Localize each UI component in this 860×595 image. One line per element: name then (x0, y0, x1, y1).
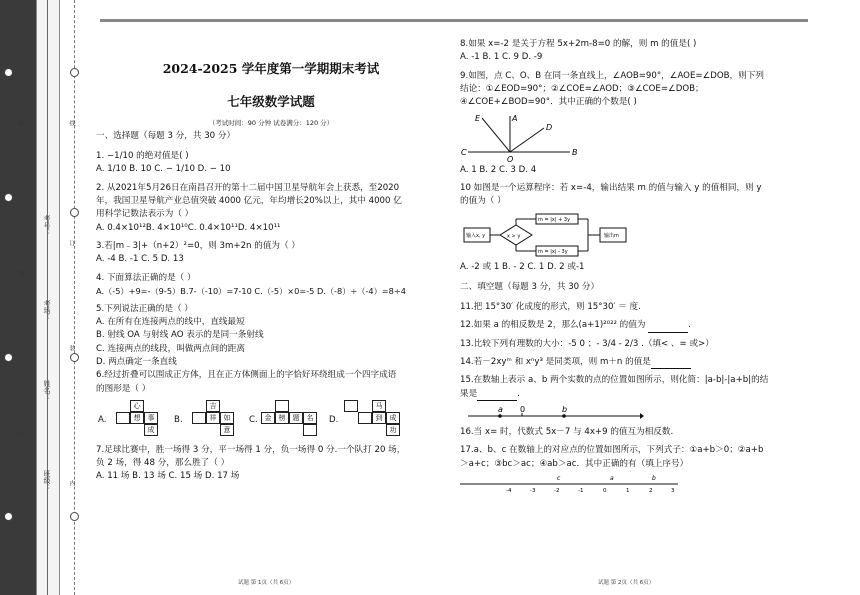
net-cell: 榜 (275, 412, 289, 424)
question-15-line-2: 果是 . (460, 388, 812, 401)
net-cell: 如 (220, 412, 234, 424)
ray-oe (482, 118, 510, 152)
line-mark: 外 (17, 120, 24, 126)
class-label: 班级： (43, 470, 51, 491)
net-cell: 金 (261, 412, 275, 424)
net-cell: 名 (303, 412, 317, 424)
exam-title: 2024-2025 学年度第一学期期末考试 (162, 61, 380, 76)
angle-figure (460, 112, 580, 164)
page-footer-left: 试题 第 1页（共 6页） (238, 580, 295, 586)
answer-blank[interactable] (477, 391, 517, 401)
number-line-17 (460, 473, 680, 493)
point-label-c: c (557, 474, 561, 482)
section-heading: 二、填空题（每题 3 分，共 30 分） (460, 281, 600, 292)
number-line-15 (464, 404, 644, 424)
net-cell: 想 (130, 412, 144, 424)
question-9: 9.如图，点 C、O、B 在同一条直线上，∠AOB=90°，∠AOE=∠DOB，则下列 (460, 70, 764, 81)
net-cell: 功 (386, 424, 400, 436)
net-cell: 吉 (206, 400, 220, 412)
question-5-option-d: D. 两点确定一条直线 (96, 356, 177, 367)
answer-blank[interactable] (648, 323, 688, 333)
question-17: 17.a、b、c 在数轴上的对应点的位置如图所示，下列式子：①a+b＞0；②a+b (460, 445, 764, 456)
question-14-text: 14.若－2xyᵐ 和 xⁿy³ 是同类项，则 m＋n 的值是 (460, 357, 651, 368)
line-mark: 装 (68, 345, 75, 351)
question-15-text: 果是 (460, 388, 478, 399)
question-3: 3.若|m﹣3|+（n+2）²=0，则 3m+2n 的值为（ ） (96, 241, 300, 251)
net-cell: 成 (386, 412, 400, 424)
number-label: 考号： (43, 215, 51, 236)
question-8-options: A. -1 B. 1 C. 9 D. -9 (460, 52, 543, 63)
question-16: 16.当 x= 时，代数式 5x－7 与 4x+9 的值互为相反数. (460, 427, 674, 437)
question-7-options: A. 11 场 B. 13 场 C. 15 场 D. 17 场 (96, 471, 240, 482)
net-cell: 成 (144, 424, 158, 436)
question-15: 15.在数轴上表示 a、b 两个实数的点的位置如图所示，则化简：|a-b|-|a+b|的结 (460, 375, 769, 386)
label-b: b (562, 405, 568, 414)
question-13: 13.比较下列有理数的大小：-5 0 ；- 3/4 - 2/3 .（填< 、= 或>） (460, 338, 714, 349)
tick-label: 3 (671, 487, 675, 493)
net-cell: 意 (220, 424, 234, 436)
answer-blank[interactable] (651, 359, 691, 369)
page-footer-right: 试题 第 2页（共 6页） (598, 580, 655, 586)
flow-top-text: m = |x| + 3y (538, 216, 571, 223)
right-page (460, 38, 812, 493)
exam-info: （考试时间：90 分钟 试卷满分：120 分） (208, 118, 334, 127)
question-5-option-b: B. 射线 OA 与射线 AO 表示的是同一条射线 (96, 330, 264, 341)
net-cell: 到 (372, 412, 386, 424)
question-2-options: A. 0.4×10¹²B. 4×10¹⁰C. 0.4×10¹¹D. 4×10¹¹ (96, 222, 281, 233)
line-mark: 内 (68, 480, 75, 486)
point-label-b: b (652, 474, 656, 482)
question-10-line-2: 的值为（ ） (460, 196, 506, 207)
question-8: 8.如果 x=-2 是关于方程 5x+2m-8=0 的解，则 m 的值是( ) (460, 39, 697, 49)
question-1-options: A. 1/10 B. 10 C. − 1/10 D. − 10 (96, 164, 231, 175)
label-b: B (572, 147, 578, 157)
section-heading: 一、选择题（每题 3 分，共 30 分） (96, 130, 236, 141)
question-2-line-3: 用科学记数法表示为（ ） (96, 209, 194, 220)
net-cell: 马 (372, 400, 386, 412)
punch-hole (70, 512, 79, 521)
question-1: 1. −1/10 的绝对值是( ) (96, 151, 189, 162)
punch-hole (4, 68, 13, 77)
question-7: 7.足球比赛中，胜一场得 3 分，平一场得 1 分，负一场得 0 分.一个队打 20 场， (96, 444, 406, 455)
question-9-options: A. 1 B. 2 C. 3 D. 4 (460, 164, 537, 175)
question-10-options: A. -2 或 1 B. - 2 C. 1 D. 2 或-1 (460, 261, 585, 272)
label-zero: 0 (520, 405, 526, 414)
net-cell (303, 424, 317, 436)
question-11: 11.把 15°30′ 化成度的形式，则 15°30′ ＝ 度. (460, 302, 641, 313)
tick-label: -1 (578, 487, 584, 493)
question-12-text: 12.如果 a 的相反数是 2，那么(a+1)²⁰²² 的值为 (460, 320, 646, 331)
punch-hole (70, 353, 79, 362)
question-10: 10 如图是一个运算程序：若 x=-4，输出结果 m 的值与输入 y 的值相同，则 y (460, 182, 762, 193)
question-5-option-a: A. 在所有在连接两点的线中，直线最短 (96, 316, 245, 327)
label-a: a (498, 405, 503, 414)
question-7-line-2: 负 2 场，得 48 分，那么胜了（ ） (96, 458, 230, 469)
net-label-b: B. (174, 414, 183, 425)
net-cell (192, 412, 206, 424)
net-cell: 事 (144, 412, 158, 424)
flowchart-figure (462, 213, 632, 257)
tick-label: -2 (554, 487, 560, 493)
line-mark: 订 (68, 240, 75, 246)
net-cell (358, 412, 372, 424)
question-4-options: A.（-5）+9=-（9-5）B.7-（-10）=7-10 C.（-5）×0=-5 D.（-8）÷（-4）=8÷4 (96, 285, 406, 296)
binding-margin-dark (0, 0, 36, 595)
ray-od (510, 128, 544, 152)
punch-hole (4, 512, 13, 521)
point-b (562, 414, 566, 418)
question-14 (460, 356, 812, 369)
question-5: 5.下列说法正确的是（ ） (96, 303, 193, 314)
room-label: 考场： (43, 300, 51, 321)
point-a (498, 414, 502, 418)
net-label-c: C. (249, 414, 258, 425)
punch-hole (70, 68, 79, 77)
question-2: 2. 从2021年5月26日在南昌召开的第十二届中国卫星导航年会上获悉，至2020 (96, 182, 400, 193)
punch-hole (70, 208, 79, 217)
question-12: 12.如果 a 的相反数是 2，那么(a+1)²⁰²² 的值为 . (460, 319, 812, 332)
question-3-options: A. -4 B. -1 C. 5 D. 13 (96, 254, 184, 265)
net-cell (275, 400, 289, 412)
net-cell: 祥 (206, 412, 220, 424)
label-a: A (512, 113, 518, 123)
point-label-a: a (610, 474, 614, 482)
cube-nets (96, 400, 446, 438)
flow-bottom-text: m = |x| - 3y (538, 248, 568, 255)
label-c: C (461, 147, 467, 157)
question-17-line-2: ＞a+c；③bc＞ac；④ab＞ac．其中正确的有（填上序号） (460, 458, 689, 469)
question-5-option-c: C. 连接两点的线段，叫做两点间的距离 (96, 343, 245, 354)
name-label: 姓名： (43, 380, 51, 401)
net-cell (344, 400, 358, 412)
tick-label: 2 (649, 487, 653, 493)
punch-hole (4, 193, 13, 202)
line-mark: 订 (17, 430, 24, 436)
binding-margin-light (36, 0, 60, 595)
binding-strip (0, 0, 92, 595)
net-label-d: D. (329, 414, 339, 425)
question-2-line-2: 年，我国卫星导航产业总值突破 4000 亿元，年均增长20%以上，其中 4000 亿 (96, 196, 402, 207)
line-mark: 装 (17, 270, 24, 276)
label-e: E (475, 113, 481, 123)
flow-input-text: 输入x, y (466, 232, 486, 239)
binding-solid-line (47, 0, 48, 595)
net-cell: 心 (130, 400, 144, 412)
tick-label: 1 (626, 487, 630, 493)
net-label-a: A. (98, 414, 107, 425)
label-d: D (546, 122, 553, 132)
question-9-line-3: ④∠COE+∠BOD=90°．其中正确的个数是( ) (460, 97, 637, 108)
punch-hole (4, 353, 13, 362)
question-6-line-2: 的图形是（ ） (96, 383, 151, 394)
question-9-line-2: 结论：①∠EOD=90°；②∠COE=∠AOD；③∠COE=∠DOB； (460, 83, 704, 94)
tick-label: -3 (530, 487, 536, 493)
top-rule (100, 19, 808, 22)
question-4: 4. 下面算法正确的是（ ） (96, 272, 196, 283)
net-cell: 题 (289, 412, 303, 424)
exam-subtitle: 七年级数学试题 (227, 94, 315, 110)
line-mark: 线 (68, 120, 75, 126)
binding-dashed-line (74, 0, 75, 595)
flow-condition-text: x > y (507, 233, 521, 239)
flow-output-text: 输出m (604, 232, 619, 239)
label-o: O (507, 154, 514, 164)
tick-label: -4 (506, 487, 512, 493)
tick-label: 0 (603, 487, 607, 493)
question-6: 6.经过折叠可以围成正方体，且在正方体侧面上的字恰好环绕组成一个四字成语 (96, 370, 397, 381)
left-page (96, 35, 446, 484)
net-cell (116, 412, 130, 424)
